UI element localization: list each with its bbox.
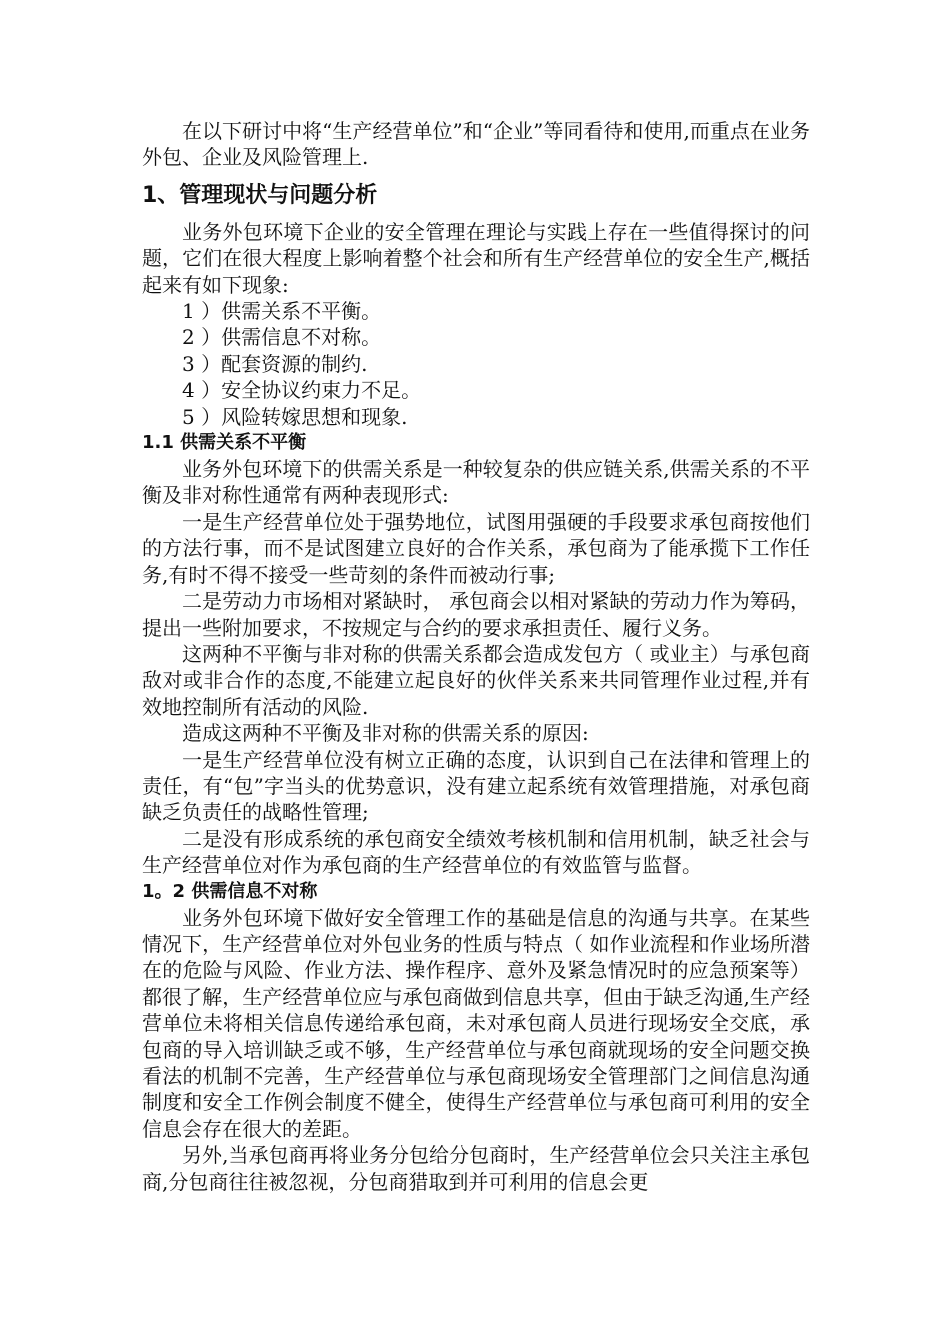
paragraph: 这两种不平衡与非对称的供需关系都会造成发包方（ 或业主）与承包商敌对或非合作的态度,不能建立起良好的伙伴关系来共同管理作业过程,并有效地控制所有活动的风险. bbox=[142, 641, 810, 719]
section-heading-1-1: 1.1 供需关系不平衡 bbox=[142, 432, 307, 454]
paragraph: 一是生产经营单位处于强势地位，试图用强硬的手段要求承包商按他们的方法行事，而不是试图建立良好的合作关系，承包商为了能承揽下工作任务,有时不得不接受一些苛刻的条件而被动行事; bbox=[142, 509, 810, 587]
list-item: 2 ）供需信息不对称。 bbox=[182, 325, 382, 350]
paragraph: 业务外包环境下的供需关系是一种较复杂的供应链关系,供需关系的不平衡及非对称性通常有两种表现形式: bbox=[142, 457, 810, 508]
paragraph: 业务外包环境下做好安全管理工作的基础是信息的沟通与共享。在某些情况下，生产经营单位对外包业务的性质与特点（ 如作业流程和作业场所潜在的危险与风险、作业方法、操作程序、意外及紧急情况时的应急预案等）都很了解，生产经营单位应与承包商做到信息共享，但由于缺乏沟通,生产经营单位未将相关信息传递给承包商，未对承包商人员进行现场安全交底，承包商的导入培训缺乏或不够，生产经营单位与承包商就现场的安全问题交换看法的机制不完善，生产经营单位与承包商现场安全管理部门之间信息沟通制度和安全工作例会制度不健全，使得生产经营单位与承包商可利用的安全信息会存在很大的差距。 bbox=[142, 905, 810, 1141]
paragraph: 二是没有形成系统的承包商安全绩效考核机制和信用机制，缺乏社会与生产经营单位对作为承包商的生产经营单位的有效监管与监督。 bbox=[142, 826, 810, 878]
list-item: 3 ）配套资源的制约. bbox=[182, 351, 368, 376]
paragraph: 一是生产经营单位没有树立正确的态度，认识到自己在法律和管理上的责任，有“包”字当头的优势意识，没有建立起系统有效管理措施，对承包商缺乏负责任的战略性管理; bbox=[142, 747, 810, 825]
section-heading-1: 1、管理现状与问题分析 bbox=[142, 182, 378, 208]
intro-paragraph: 在以下研讨中将“生产经营单位”和“企业”等同看待和使用,而重点在业务外包、企业及风险管理上. bbox=[142, 119, 810, 170]
section-heading-1-2: 1。2 供需信息不对称 bbox=[142, 880, 318, 902]
section-1-paragraph: 业务外包环境下企业的安全管理在理论与实践上存在一些值得探讨的问题，它们在很大程度上影响着整个社会和所有生产经营单位的安全生产,概括起来有如下现象: bbox=[142, 219, 810, 297]
document-body bbox=[142, 118, 810, 1195]
list-item: 5 ）风险转嫁思想和现象. bbox=[182, 404, 408, 429]
list-item: 4 ）安全协议约束力不足。 bbox=[182, 378, 422, 403]
paragraph: 二是劳动力市场相对紧缺时， 承包商会以相对紧缺的劳动力作为筹码，提出一些附加要求，不按规定与合约的要求承担责任、履行义务。 bbox=[142, 589, 810, 640]
paragraph: 造成这两种不平衡及非对称的供需关系的原因: bbox=[182, 721, 589, 746]
list-item: 1 ）供需关系不平衡。 bbox=[182, 299, 382, 324]
paragraph: 另外,当承包商再将业务分包给分包商时，生产经营单位会只关注主承包商,分包商往往被忽视，分包商猎取到并可利用的信息会更 bbox=[142, 1143, 810, 1194]
